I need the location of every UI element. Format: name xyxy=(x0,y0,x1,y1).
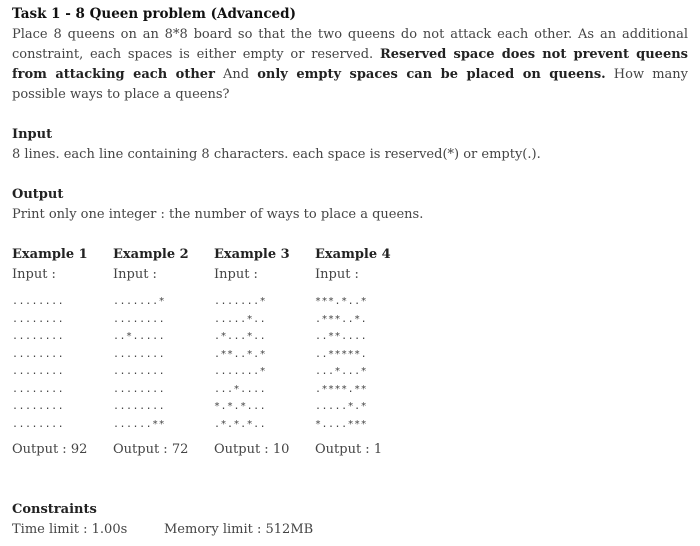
grid-row: .*...*.. xyxy=(214,331,267,342)
time-limit: Time limit : 1.00s xyxy=(12,522,128,537)
grid-row: .....*.. xyxy=(214,313,267,325)
example-input-label: Input : xyxy=(214,267,258,282)
grid-row: .......* xyxy=(214,366,267,377)
grid-row: ........ xyxy=(113,348,166,360)
example-grid xyxy=(214,293,314,433)
grid-row: ...*.... xyxy=(214,383,267,395)
grid-row: *....*** xyxy=(315,418,368,430)
example-title: Example 1 xyxy=(12,247,88,262)
memory-limit: Memory limit : 512MB xyxy=(164,522,314,537)
grid-row: ...*...* xyxy=(315,366,368,377)
grid-row: .......* xyxy=(214,296,267,307)
grid-row: .****.** xyxy=(315,383,368,395)
grid-row: .**..*.* xyxy=(214,348,267,360)
grid-row: ........ xyxy=(12,418,65,430)
grid-row: .....*.* xyxy=(315,401,368,412)
desc-text: How many possible ways to place a queens? xyxy=(12,67,688,102)
constraints-heading: Constraints xyxy=(12,502,97,517)
input-heading: Input xyxy=(12,127,53,142)
grid-row: .***..*. xyxy=(315,313,368,325)
input-text: 8 lines. each line containing 8 characters. each space is reserved(*) or empty(.). xyxy=(12,147,541,162)
grid-row: ........ xyxy=(12,331,65,342)
desc-bold: only empty spaces can be placed on queens. xyxy=(257,67,606,82)
grid-row: ***.*..* xyxy=(315,296,368,307)
grid-row: ........ xyxy=(12,401,65,412)
example-2 xyxy=(113,247,213,457)
example-output: Output : 10 xyxy=(214,442,290,457)
example-input-label: Input : xyxy=(315,267,359,282)
grid-row: ........ xyxy=(113,383,166,395)
grid-row: ..*****. xyxy=(315,348,368,360)
example-output: Output : 92 xyxy=(12,442,88,457)
example-input-label: Input : xyxy=(113,267,157,282)
desc-text: Place 8 queens on an 8*8 board so that the two queens do not attack each other. As an additional constraint, each spaces is either empty or reserved. xyxy=(12,27,688,62)
grid-row: ..**.... xyxy=(315,331,368,342)
output-heading: Output xyxy=(12,187,64,202)
grid-row: ........ xyxy=(12,296,65,307)
problem-title: Task 1 - 8 Queen problem (Advanced) xyxy=(12,6,296,22)
example-grid xyxy=(113,293,213,433)
desc-text: And xyxy=(214,67,258,82)
grid-row: ........ xyxy=(12,383,65,395)
grid-row: ..*..... xyxy=(113,331,166,342)
desc-bold: Reserved space does not prevent queens from attacking each other xyxy=(12,47,688,82)
example-title: Example 3 xyxy=(214,247,290,262)
example-grid xyxy=(315,293,415,433)
grid-row: ........ xyxy=(12,313,65,325)
example-title: Example 4 xyxy=(315,247,391,262)
example-3 xyxy=(214,247,314,457)
grid-row: ........ xyxy=(12,366,65,377)
example-title: Example 2 xyxy=(113,247,189,262)
grid-row: ........ xyxy=(113,401,166,412)
grid-row: .......* xyxy=(113,296,166,307)
output-text: Print only one integer : the number of ways to place a queens. xyxy=(12,207,424,222)
grid-row: .*.*.*.. xyxy=(214,418,267,430)
grid-row: *.*.*... xyxy=(214,401,267,412)
example-input-label: Input : xyxy=(12,267,56,282)
example-4 xyxy=(315,247,415,457)
example-output: Output : 1 xyxy=(315,442,383,457)
example-output: Output : 72 xyxy=(113,442,189,457)
example-grid xyxy=(12,293,112,433)
grid-row: ........ xyxy=(113,366,166,377)
example-1 xyxy=(12,247,112,457)
grid-row: ......** xyxy=(113,418,166,430)
grid-row: ........ xyxy=(12,348,65,360)
grid-row: ........ xyxy=(113,313,166,325)
problem-description xyxy=(12,25,688,105)
